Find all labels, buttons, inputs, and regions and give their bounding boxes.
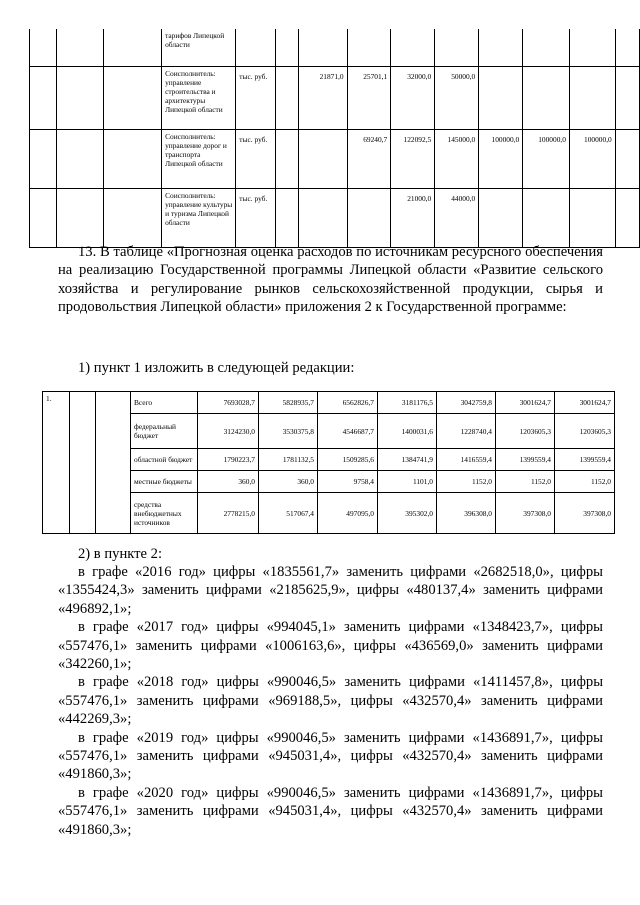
amendment-paragraph: в графе «2017 год» цифры «994045,1» заменить цифрами «1348423,7», цифры «557476,1» заменить цифрами «1006163,6», цифры «436569,0» заменить цифрами «342260,1»;	[58, 619, 603, 673]
value-cell: 360,0	[259, 471, 318, 493]
item-2-paragraphs	[58, 563, 603, 839]
value-cell	[569, 29, 615, 67]
value-cell: 1384741,9	[378, 449, 437, 471]
value-cell	[615, 67, 639, 130]
value-cell: 100000,0	[569, 130, 615, 189]
value-cell: 1228740,4	[437, 414, 496, 449]
amendment-paragraph: в графе «2019 год» цифры «990046,5» заменить цифрами «1436891,7», цифры «557476,1» заменить цифрами «945031,4», цифры «432570,4» заменить цифрами «491860,3»;	[58, 729, 603, 783]
value-cell: 1400031,6	[378, 414, 437, 449]
value-cell	[479, 189, 523, 248]
value-cell: 1152,0	[555, 471, 615, 493]
value-cell: 1781132,5	[259, 449, 318, 471]
row-number: 1.	[43, 392, 70, 534]
value-cell	[569, 67, 615, 130]
value-cell: 44000,0	[435, 189, 479, 248]
table-row	[43, 392, 615, 414]
value-cell: 3181176,5	[378, 392, 437, 414]
value-cell: 395302,0	[378, 493, 437, 534]
executor-cell: тарифов Липецкой области	[162, 29, 236, 67]
value-cell: 3001624,7	[496, 392, 555, 414]
value-cell: 7693028,7	[198, 392, 259, 414]
table-row	[30, 29, 640, 67]
value-cell	[276, 189, 299, 248]
value-cell	[523, 189, 570, 248]
executor-cell: Соисполнитель: управление строительства и архитектуры Липецкой области	[162, 67, 236, 130]
source-label: средства внебюджетных источников	[131, 493, 198, 534]
item-2: 2) в пункте 2:	[78, 546, 163, 562]
value-cell	[347, 189, 391, 248]
value-cell: 32000,0	[391, 67, 435, 130]
value-cell	[276, 130, 299, 189]
table-row	[30, 130, 640, 189]
value-cell	[299, 130, 347, 189]
value-cell	[523, 29, 570, 67]
value-cell	[299, 29, 347, 67]
value-cell: 2778215,0	[198, 493, 259, 534]
value-cell: 396308,0	[437, 493, 496, 534]
value-cell: 1509285,6	[318, 449, 378, 471]
value-cell	[615, 130, 639, 189]
value-cell: 1399559,4	[496, 449, 555, 471]
value-cell: 9758,4	[318, 471, 378, 493]
amendment-paragraph: в графе «2020 год» цифры «990046,5» заменить цифрами «1436891,7», цифры «557476,1» заменить цифрами «945031,4», цифры «432570,4» заменить цифрами «491860,3»;	[58, 784, 603, 838]
value-cell: 3042759,8	[437, 392, 496, 414]
unit-cell: тыс. руб.	[236, 189, 276, 248]
source-label: местные бюджеты	[131, 471, 198, 493]
amendment-paragraph: в графе «2016 год» цифры «1835561,7» заменить цифрами «2682518,0», цифры «1355424,3» заменить цифрами «2185625,9», цифры «480137,4» заменить цифрами «496892,1»;	[58, 564, 603, 617]
value-cell: 145000,0	[435, 130, 479, 189]
value-cell	[569, 189, 615, 248]
value-cell	[276, 67, 299, 130]
unit-cell	[236, 29, 276, 67]
value-cell: 3124230,0	[198, 414, 259, 449]
paragraph-13	[58, 243, 603, 317]
value-cell: 50000,0	[435, 67, 479, 130]
value-cell: 1152,0	[496, 471, 555, 493]
value-cell: 122092,5	[391, 130, 435, 189]
value-cell	[615, 189, 639, 248]
unit-cell: тыс. руб.	[236, 67, 276, 130]
value-cell: 21871,0	[299, 67, 347, 130]
executor-cell: Соисполнитель: управление культуры и туризма Липецкой области	[162, 189, 236, 248]
unit-cell: тыс. руб.	[236, 130, 276, 189]
value-cell	[523, 67, 570, 130]
source-label: Всего	[131, 392, 198, 414]
forecast-table	[42, 391, 615, 534]
value-cell: 3001624,7	[555, 392, 615, 414]
value-cell: 1416559,4	[437, 449, 496, 471]
value-cell: 1152,0	[437, 471, 496, 493]
value-cell: 100000,0	[479, 130, 523, 189]
value-cell: 497095,0	[318, 493, 378, 534]
value-cell: 1399559,4	[555, 449, 615, 471]
value-cell: 360,0	[198, 471, 259, 493]
value-cell: 1203605,3	[555, 414, 615, 449]
value-cell: 1203605,3	[496, 414, 555, 449]
value-cell: 1790223,7	[198, 449, 259, 471]
source-label: федеральный бюджет	[131, 414, 198, 449]
executor-cell: Соисполнитель: управление дорог и транспорта Липецкой области	[162, 130, 236, 189]
amendment-paragraph: в графе «2018 год» цифры «990046,5» заменить цифрами «1411457,8», цифры «557476,1» заменить цифрами «969188,5», цифры «432570,4» заменить цифрами «442269,3»;	[58, 674, 603, 728]
value-cell	[276, 29, 299, 67]
value-cell	[479, 67, 523, 130]
value-cell	[615, 29, 639, 67]
table-row	[30, 189, 640, 248]
value-cell: 1101,0	[378, 471, 437, 493]
value-cell: 100000,0	[523, 130, 570, 189]
value-cell: 21000,0	[391, 189, 435, 248]
value-cell: 397308,0	[555, 493, 615, 534]
table-row	[30, 67, 640, 130]
value-cell: 3530375,8	[259, 414, 318, 449]
resource-table	[29, 29, 640, 248]
value-cell: 5828935,7	[259, 392, 318, 414]
value-cell	[479, 29, 523, 67]
value-cell: 69240,7	[347, 130, 391, 189]
value-cell: 4546687,7	[318, 414, 378, 449]
value-cell: 6562826,7	[318, 392, 378, 414]
value-cell: 397308,0	[496, 493, 555, 534]
source-label: областной бюджет	[131, 449, 198, 471]
value-cell	[435, 29, 479, 67]
value-cell: 25701,1	[347, 67, 391, 130]
paragraph-13-text: 13. В таблице «Прогнозная оценка расходов по источникам ресурсного обеспечения на реализацию Государственной программы Липецкой области «Развитие сельского хозяйства и регулирование рынков сельскохозяйственной продукции, сырья и продовольствия Липецкой области» приложения 2 к Государственной программе:	[58, 244, 603, 316]
value-cell	[347, 29, 391, 67]
value-cell	[299, 189, 347, 248]
value-cell: 517067,4	[259, 493, 318, 534]
item-1: 1) пункт 1 изложить в следующей редакции:	[78, 360, 355, 376]
value-cell	[391, 29, 435, 67]
